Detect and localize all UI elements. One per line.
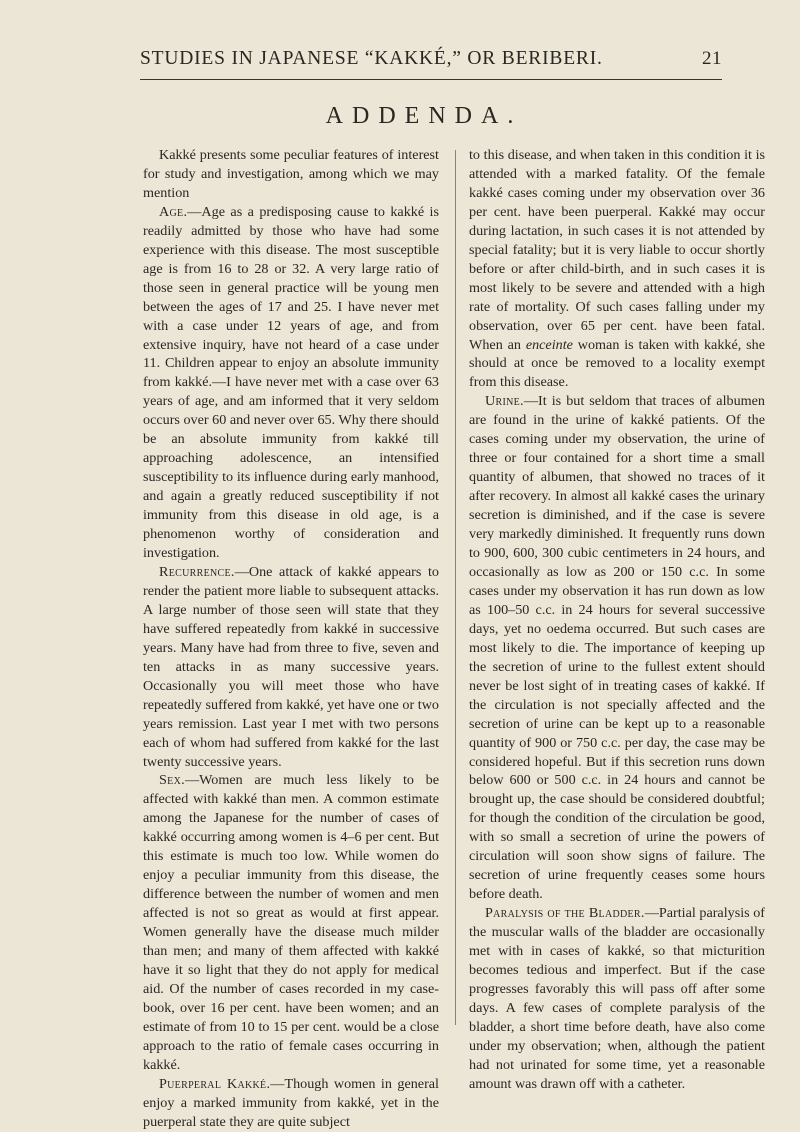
urine-heading: Urine. <box>485 393 524 410</box>
age-text: —Age as a predisposing cause to kakké is readily admitted by those who have had some experience with this disease. The most susceptible age is from 16 to 28 or 32. A very large ratio of those seen in general practice will be young men between the ages of 17 and 25. I have never met with a case under 12 years of age, and from extensive inquiry, have not heard of a case under 11. Children appear to enjoy an absolute immunity from kakké.—I have never met with a case over 63 years of age, and am informed that it very seldom occurs over 60 and never over 65. Why there should be an absolute immunity from kakké till approaching adolescence, an intensified susceptibility to its influence during early manhood, and again a greatly reduced susceptibility if not immunity from this disease in old age, is a phenomenon worthy of consideration and investigation. <box>143 203 439 562</box>
age-heading: Age. <box>159 203 188 220</box>
sex-heading: Sex. <box>159 772 185 789</box>
puerperal-paragraph <box>143 1075 439 1132</box>
puerperal-continued-text-a: to this disease, and when taken in this condition it is attended with a marked fatality. Of the female kakké cases coming under my observation over 36 per cent. have been puerperal. Kakké may occur during lactation, in such cases it is not attended by special fatality; but it is very liable to occur shortly before or after child-birth, and in such cases it is most likely to be severe and attended with a high rate of mortality. Of such cases falling under my observation, over 65 per cent. have been fatal. When an <box>469 147 765 353</box>
paralysis-text: —Partial paralysis of the muscular walls of the bladder are occasionally met with in cases of kakké, so that micturition becomes tedious and imperfect. But if the case progresses favorably this will pass off after some days. A few cases of complete paralysis of the bladder, a short time before death, have also come under my observation; when, although the patient had not urinated for some time, yet a reasonable amount was drawn off with a catheter. <box>469 905 766 1092</box>
left-column <box>143 146 439 1132</box>
header-rule <box>140 79 722 80</box>
recurrence-heading: Recurrence. <box>159 563 235 580</box>
urine-text: —It is but seldom that traces of albumen are found in the urine of kakké patients. Of the cases coming under my observation, the urine of three or four contained for a short time a small quantity of albumen, that showed no traces of it after recovery. In almost all kakké cases the urinary secretion is diminished, and if the case is severe very markedly diminished. It frequently runs down to 900, 600, 300 cubic centimeters in 24 hours, and occasionally as low as 200 or 150 c.c. In some cases under my observation it has run down as low as 100–50 c.c. in 24 hours for several successive days, yet no oedema occurred. But such cases are most likely to die. The importance of keeping up the secretion of urine to the fullest extent should never be lost sight of in treating cases of kakké. If the circulation is not specially affected and the secretion of urine can be kept up to a reasonable quantity of 900 or 750 c.c. per day, the case may be considered hopeful. But if this secretion runs down below 600 or 500 c.c. in 24 hours and cannot be brought up, the case should be considered doubtful; for though the condition of the circulation be good, with so small a secretion of urine the powers of circulation will soon show signs of failure. The secretion of urine frequently ceases some hours before death. <box>469 393 765 903</box>
paralysis-heading: Paralysis of the Bladder. <box>485 905 645 922</box>
puerperal-continued-paragraph <box>469 146 765 392</box>
puerperal-heading: Puerperal Kakké. <box>159 1075 271 1092</box>
paralysis-paragraph <box>469 904 765 1094</box>
running-head <box>140 48 722 70</box>
intro-paragraph <box>143 146 439 203</box>
puerperal-text: —Though women in general enjoy a marked immunity from kakké, yet in the puerperal state they are quite subject <box>143 1075 439 1130</box>
section-heading: ADDENDA. <box>325 103 523 129</box>
age-paragraph <box>143 203 439 563</box>
right-column <box>469 146 765 1094</box>
intro-text: Kakké presents some peculiar features of interest for study and investigation, among which we may mention <box>143 147 439 201</box>
urine-paragraph <box>469 392 765 904</box>
sex-text: —Women are much less likely to be affected with kakké than men. A common estimate among the Japanese for the number of cases of kakké occurring among women is 4–6 per cent. But this estimate is much too low. While women do enjoy a peculiar immunity from this disease, the difference between the number of women and men affected is not so great as would at first appear. Women generally have the disease much milder than men; and many of them affected with kakké have it so light that they do not apply for medical aid. Of the number of cases recorded in my case-book, over 16 per cent. have been women; and an estimate of from 10 to 15 per cent. would be a close approach to the ratio of female cases occurring in kakké. <box>143 772 439 1073</box>
enceinte-term: enceinte <box>525 336 573 353</box>
recurrence-text: —One attack of kakké appears to render the patient more liable to subsequent attacks. A large number of those seen will state that they have suffered repeatedly from kakké in successive years. Many have had from three to five, seven and ten attacks in as many successive years. Occasionally you will meet those who have repeatedly suffered from kakké, yet have one or two years remission. Last year I met with two persons each of whom had suffered from kakké for the last twenty successive years. <box>143 563 439 770</box>
sex-paragraph <box>143 771 439 1074</box>
page-number: 21 <box>702 48 722 69</box>
puerperal-continued-text-b: woman is taken with kakké, she should at once be removed to a locality exempt from this disease. <box>469 336 765 391</box>
recurrence-paragraph <box>143 563 439 771</box>
running-head-title: STUDIES IN JAPANESE “KAKKÉ,” OR BERIBERI. <box>140 48 603 69</box>
column-divider <box>455 150 456 1025</box>
